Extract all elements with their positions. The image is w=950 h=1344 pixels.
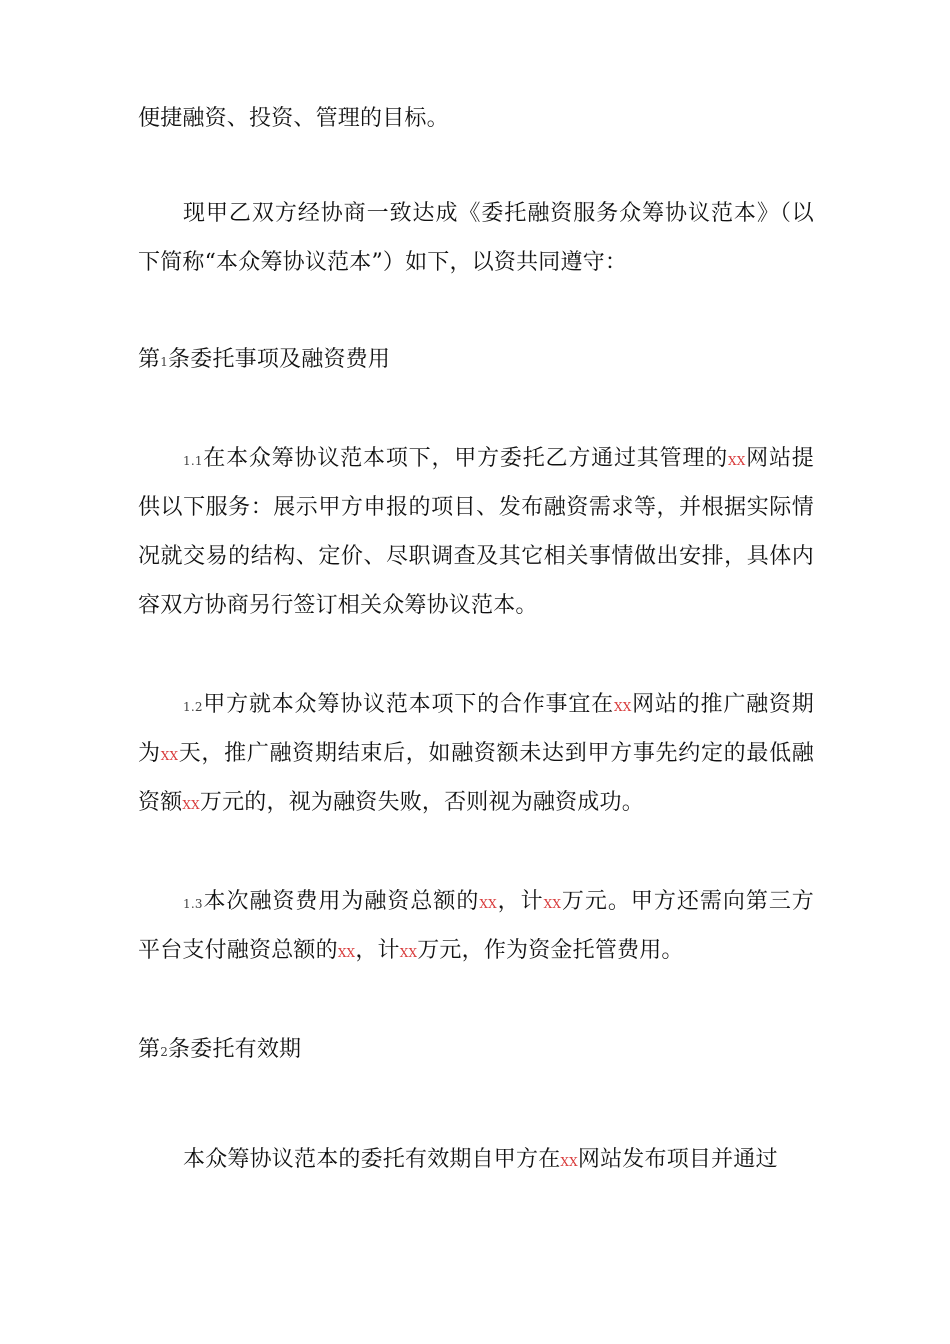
heading-prefix: 第 bbox=[138, 1037, 161, 1062]
clause-1-2-line-2 bbox=[138, 739, 814, 771]
text-line: 下简称“本众筹协议范本”）如下，以资共同遵守： bbox=[138, 250, 628, 275]
placeholder-xx: XX bbox=[160, 749, 179, 763]
heading-title: 条委托事项及融资费用 bbox=[168, 347, 391, 372]
section-heading-2 bbox=[138, 1035, 301, 1067]
text-segment: 在本众筹协议范本项下，甲方委托乙方通过其管理的 bbox=[202, 446, 729, 471]
clause-1-1-line-4 bbox=[138, 591, 538, 621]
clause-number: 1.2 bbox=[183, 700, 203, 714]
text-segment: 本众筹协议范本的委托有效期自甲方在 bbox=[183, 1147, 561, 1172]
text-segment: 平台支付融资总额的 bbox=[138, 938, 338, 963]
heading-number: 2 bbox=[160, 1045, 169, 1059]
clause-1-3-line-1 bbox=[183, 887, 814, 919]
heading-number: 1 bbox=[160, 355, 169, 369]
clause-1-1-line-2 bbox=[138, 493, 814, 523]
text-line: 容双方协商另行签订相关众筹协议范本。 bbox=[138, 593, 538, 618]
text-segment: ，计 bbox=[496, 889, 544, 914]
placeholder-xx: XX bbox=[543, 897, 562, 911]
text-line: 便捷融资、投资、管理的目标。 bbox=[138, 106, 449, 131]
clause-number: 1.1 bbox=[183, 454, 203, 468]
placeholder-xx: XX bbox=[399, 946, 418, 960]
clause-number: 1.3 bbox=[183, 897, 203, 911]
text-line: 现甲乙双方经协商一致达成《委托融资服务众筹协议范本》（以 bbox=[183, 201, 814, 226]
clause-1-1-line-1 bbox=[183, 444, 814, 476]
placeholder-xx: XX bbox=[728, 454, 746, 468]
text-segment: 本次融资费用为融资总额的 bbox=[202, 889, 480, 914]
text-segment: 网站提 bbox=[745, 446, 814, 471]
text-segment: 为 bbox=[138, 741, 161, 766]
text-line: 况就交易的结构、定价、尽职调查及其它相关事情做出安排，具体内 bbox=[138, 544, 814, 569]
paragraph-intro-end bbox=[138, 104, 449, 134]
text-segment: 甲方就本众筹协议范本项下的合作事宜在 bbox=[202, 692, 614, 717]
placeholder-xx: XX bbox=[337, 946, 356, 960]
text-segment: 网站发布项目并通过 bbox=[577, 1147, 778, 1172]
placeholder-xx: XX bbox=[182, 798, 200, 812]
text-segment: ，计 bbox=[355, 938, 400, 963]
paragraph-validity-line-1 bbox=[183, 1145, 778, 1177]
heading-prefix: 第 bbox=[138, 347, 161, 372]
heading-title: 条委托有效期 bbox=[168, 1037, 302, 1062]
text-segment: 万元的，视为融资失败，否则视为融资成功。 bbox=[199, 790, 644, 815]
clause-1-2-line-3 bbox=[138, 788, 644, 820]
text-segment: 网站的推广融资期 bbox=[631, 692, 814, 717]
paragraph-agreement-line-1 bbox=[183, 199, 814, 229]
placeholder-xx: XX bbox=[613, 700, 632, 714]
paragraph-agreement-line-2 bbox=[138, 248, 627, 278]
text-segment: 万元，作为资金托管费用。 bbox=[417, 938, 684, 963]
placeholder-xx: XX bbox=[479, 897, 497, 911]
text-segment: 万元。甲方还需向第三方 bbox=[561, 889, 815, 914]
clause-1-2-line-1 bbox=[183, 690, 814, 722]
section-heading-1 bbox=[138, 345, 390, 377]
clause-1-1-line-3 bbox=[138, 542, 814, 572]
text-line: 供以下服务：展示甲方申报的项目、发布融资需求等，并根据实际情 bbox=[138, 495, 814, 520]
text-segment: 天，推广融资期结束后，如融资额未达到甲方事先约定的最低融 bbox=[178, 741, 815, 766]
text-segment: 资额 bbox=[138, 790, 183, 815]
placeholder-xx: XX bbox=[560, 1155, 578, 1169]
clause-1-3-line-2 bbox=[138, 936, 684, 968]
